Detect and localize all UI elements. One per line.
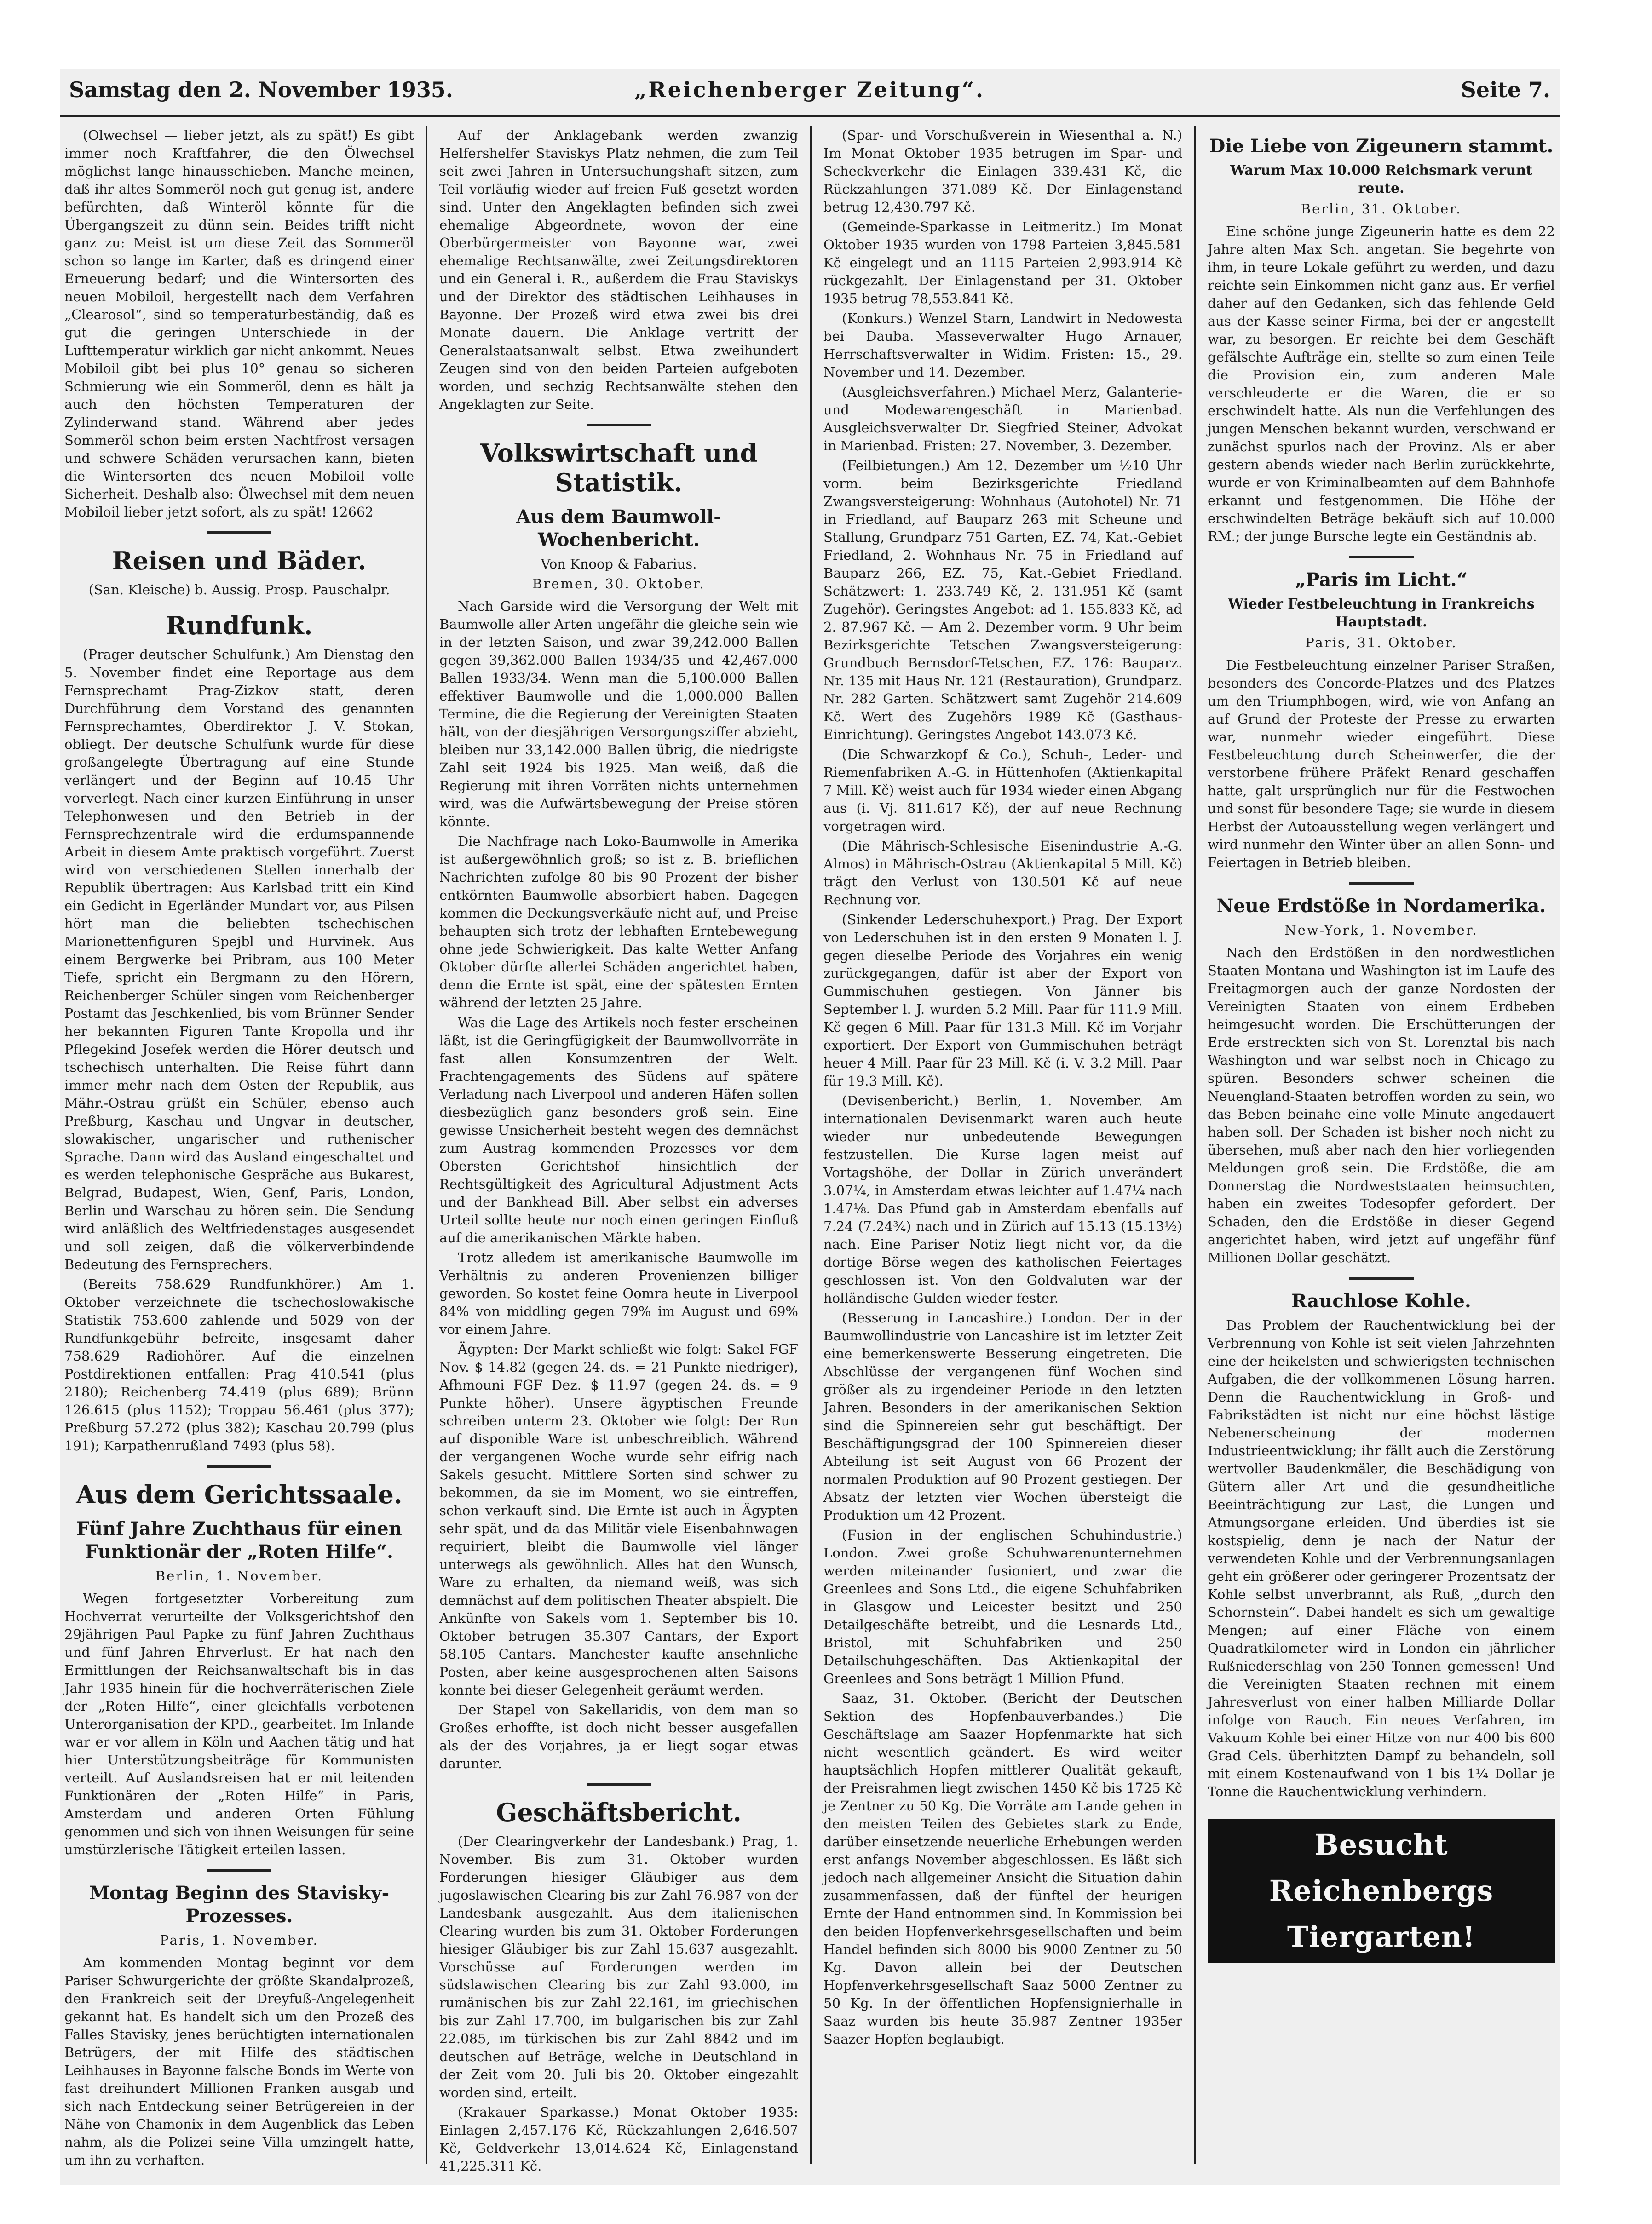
dateline: Paris, 31. Oktober.	[1305, 635, 1457, 650]
article-oelwechsel: (Olwechsel — lieber jetzt, als zu spät!) Es gibt immer noch Kraftfahrer, die den Ölwechsel möglichst lange hinausschieben. Manche meinen, daß ihr altes Sommeröl noch gut genug ist, andere befürchten, daß Winteröl könnte für die Übergangszeit zu dünn sein. Beides trifft nicht ganz zu: Meist ist um diese Zeit das Sommeröl schon so lange im Karter, daß es dringend einer Erneuerung bedarf; und die Wintersorten des neuen Mobiloil, hergestellt nach dem Verfahren „Clearosol“, sind so temperaturbeständig, daß es gut die geringen Unterschiede in der Lufttemperatur wirklich gar nicht ankommt. Neues Mobiloil gibt bei plus 10° genau so sicheren Schmierung wie ein Sommeröl, denn es hält ja auch den höchsten Temperaturen der Zylinderwand stand. Während aber jedes Sommeröl schon beim ersten Nachtfrost versagen und schwere Schäden verursachen kann, bieten die Wintersorten des neuen Mobiloil volle Sicherheit. Deshalb also: Ölwechsel mit dem neuen Mobiloil lieber jetzt sofort, als zu spät! 12662	[64, 127, 414, 520]
article-stavisky-cont: Auf der Anklagebank werden zwanzig Helfershelfer Staviskys Platz nehmen, die zum Teil seit zwei Jahren in Untersuchungshaft sitzen, zum Teil vorläufig wieder auf freien Fuß gesetzt worden sind. Unter den Angeklagten befinden sich zwei ehemalige Abgeordnete, wovon der eine Oberbürgermeister von Bayonne war, zwei ehemalige Rechtsanwälte, zwei Zeitungsdirektoren und ein General i. R., außerdem die Frau Staviskys und der Direktor des städtischen Leihhauses in Bayonne. Der Prozeß wird etwa zwei bis drei Monate dauern. Die Anklage vertritt der Generalstaatsanwalt selbst. Etwa zweihundert Zeugen sind von den beiden Parteien aufgeboten worden, und sechzig Rechtsanwälte stehen den Angeklagten zur Seite.	[439, 127, 798, 412]
notice-vorschussverein: (Spar- und Vorschußverein in Wiesenthal a. N.) Im Monat Oktober 1935 betrugen im Spar- und Scheckverkehr die Einlagen 339.431 Kč, die Rückzahlungen 371.089 Kč. Der Einlagenstand betrug 12,430.797 Kč.	[823, 127, 1182, 215]
divider	[1349, 1277, 1414, 1280]
column-rule	[810, 126, 812, 2164]
header-date: Samstag den 2. November 1935.	[69, 77, 453, 102]
dateline: Berlin, 1. November.	[155, 1568, 323, 1584]
article-title-paris: „Paris im Licht.“	[1295, 569, 1468, 591]
article-title-erdstoesse: Neue Erdstöße in Nordamerika.	[1216, 895, 1546, 917]
column-rule	[1194, 126, 1196, 2164]
article-stavisky: Am kommenden Montag beginnt vor dem Pariser Schwurgerichte der größte Skandalprozeß, den Frankreich seit der Dreyfuß-Angelegenheit gekannt hat. Es handelt sich um den Prozeß des Falles Stavisky, jenes berüchtigten internationalen Betrügers, der mit Hilfe des städtischen Leihhauses in Bayonne falsche Bonds im Werte von fast dreihundert Millionen Franken ausgab und sich nach Entdeckung seiner Betrügereien in der Nähe von Chamonix in dem Augenblick das Leben nahm, als die Polizei seine Villa umzingelt hatte, um ihn zu verhaften.	[64, 1955, 414, 2168]
column-4	[1208, 126, 1555, 2164]
dateline: New-York, 1. November.	[1284, 922, 1478, 938]
notice-schuhindustrie: (Fusion in der englischen Schuhindustrie.) London. Zwei große Schuhwarenunternehmen werden miteinander fusioniert, und zwar die Greenlees and Sons Ltd., die eigene Schuhfabriken in Glasgow und Leicester besitzt und 250 Detailgeschäfte betreibt, und die Lesnards Ltd., Bristol, mit Schuhfabriken und 250 Detailschuhgeschäften. Das Aktienkapital der Greenlees and Sons beträgt 1 Million Pfund.	[823, 1527, 1182, 1686]
divider	[1349, 882, 1414, 885]
article-title-stavisky: Montag Beginn des Stavisky-Prozesses.	[89, 1882, 390, 1927]
article-baumwolle-3: Was die Lage des Artikels noch fester erscheinen läßt, ist die Geringfügigkeit der Baumwollvorräte in fast allen Konsumzentren der Welt. Frachtengagements des Südens auf spätere Verladung nach Liverpool und anderen Häfen sollen diesbezüglich ganz besonders groß sein. Eine gewisse Unsicherheit besteht wegen des demnächst zum Austrag kommenden Prozesses vor dem Obersten Gerichtshof hinsichtlich der Rechtsgültigkeit des Agricultural Adjustment Acts und der Bankhead Bill. Aber selbst ein adverses Urteil sollte heute nur noch einen geringen Einfluß auf die amerikanischen Märkte haben.	[439, 1015, 798, 1246]
divider	[207, 1465, 271, 1468]
notice-feilbietungen: (Feilbietungen.) Am 12. Dezember um ½10 Uhr vorm. beim Bezirksgerichte Friedland Zwangsversteigerung: Wohnhaus (Autohotel) Nr. 71 in Friedland, auf Bauparz 263 mit Scheune und Stallung, Grundparz 751 Garten, EZ. 74, Kat.-Gebiet Friedland, 2. Wohnhaus Nr. 75 in Friedland auf Bauparz 266, EZ. 75, Kat.-Gebiet Friedland. Schätzwert: 1. 233.749 Kč, 2. 131.951 Kč (samt Zugehör). Geringstes Angebot: ad 1. 155.833 Kč, ad 2. 87.967 Kč. — Am 2. Dezember vorm. 9 Uhr beim Bezirksgerichte Tetschen Zwangsversteigerung: Grundbuch Bernsdorf-Tetschen, EZ. 176: Bauparz. Nr. 135 mit Haus Nr. 121 (Restauration), Grundparz. Nr. 282 Garten. Schätzwert samt Zugehör 214.609 Kč. Wert des Zugehörs 1989 Kč (Gasthaus-Einrichtung). Geringstes Angebot 143.073 Kč.	[823, 458, 1182, 742]
column-3	[823, 126, 1182, 2164]
article-baumwolle-4: Trotz alledem ist amerikanische Baumwolle im Verhältnis zu anderen Provenienzen billiger geworden. So kostet feine Oomra heute in Liverpool 84% von middling gegen 79% im August und 69% vor einem Jahre.	[439, 1250, 798, 1337]
section-heading-reisen: Reisen und Bäder.	[112, 546, 367, 575]
tiergarten-advertisement: Besucht Reichenbergs Tiergarten!	[1208, 1819, 1555, 1963]
notice-hopfenmarkt: Saaz, 31. Oktober. (Bericht der Deutschen Sektion des Hopfenbauverbandes.) Die Geschäftslage am Saazer Hopfenmarkte hat sich nicht wesentlich geändert. Es wird weiter hauptsächlich Hopfen mittlerer Qualität gekauft, der Preisrahmen liegt zwischen 1450 Kč bis 1725 Kč je Zentner zu 50 Kg. Die Vorräte am Lande gehen in den meisten Teilen des Gebietes stark zu Ende, darüber einsetzende neuerliche Erhebungen werden erst anfangs November abgeschlossen. Es läßt sich jedoch nach allgemeiner Ansicht die Situation dahin zusammenfassen, daß der fünftel der heurigen Ernte der Hand entnommen sind. In Kommission bei den beiden Hopfenverkehrsgesellschaften und beim Handel befinden sich 8000 bis 9000 Zentner zu 50 Kg. Davon allein bei der Deutschen Hopfenverkehrsgesellschaft Saaz 5000 Zentner zu 50 Kg. In der öffentlichen Hopfensignierhalle in Saaz wurden bis heute 35.987 Zentner 1935er Saazer Hopfen beglaubigt.	[823, 1690, 1182, 2047]
notice-konkurs: (Konkurs.) Wenzel Starn, Landwirt in Nedowesta bei Dauba. Masseverwalter Hugo Arnauer, Herrschaftsverwalter in Widim. Fristen: 15., 29. November und 14. Dezember.	[823, 310, 1182, 380]
column-2	[439, 126, 798, 2174]
newspaper-title: „Reichenberger Zeitung“.	[634, 77, 985, 102]
section-heading-geschaeftsbericht: Geschäftsbericht.	[496, 1798, 742, 1827]
page-header	[60, 69, 1560, 117]
article-subtitle: Warum Max 10.000 Reichsmark verunt reute.	[1230, 162, 1532, 196]
article-title-zigeuner: Die Liebe von Zigeunern stammt.	[1209, 135, 1554, 157]
notice-devisenbericht: (Devisenbericht.) Berlin, 1. November. Am internationalen Devisenmarkt waren auch heute wieder nur unbedeutende Bewegungen festzustellen. Die Kurse lagen meist auf Vortagshöhe, der Dollar in Zürich unverändert 3.07¼, in Amsterdam etwas leichter auf 1.47¼ nach 1.47⅛. Das Pfund gab in Amsterdam ebenfalls auf 7.24 (7.24¾) nach und in Zürich auf 15.13 (15.13½) nach. Eine Pariser Notiz liegt nicht vor, da die dortige Börse wegen des katholischen Feiertages geschlossen ist. Von den Goldvaluten war der holländische Gulden wieder fester.	[823, 1093, 1182, 1306]
article-kohle: Das Problem der Rauchentwicklung bei der Verbrennung von Kohle ist seit vielen Jahrzehnten eine der heikelsten und schwierigsten technischen Aufgaben, die der vollkommenen Lösung harren. Denn die Rauchentwicklung in Groß- und Fabrikstädten ist nicht nur eine höchst lästige Nebenerscheinung der modernen Industrieentwicklung; ihr fällt auch die Zerstörung wertvoller Baudenkmäler, die Beschädigung von Gütern aller Art und die gesundheitliche Beeinträchtigung zur Last, die Lungen und Atmungsorgane erleiden. Und überdies ist sie kostspielig, denn je nach der Natur der verwendeten Kohle und der Verbrennungsanlagen geht ein größerer oder geringerer Prozentsatz der Kohle selbst unverbrannt, als Ruß, „durch den Schornstein“. Dabei handelt es sich um gewaltige Mengen; auf einer Fläche von einem Quadratkilometer wird in London ein jährlicher Rußniederschlag von 250 Tonnen gemessen! Und die Vereinigten Staaten rechnen mit einem Jahresverlust von einer halben Milliarde Dollar infolge von Rauch. Ein neues Verfahren, im Vakuum Kohle bei einer Hitze von nur 400 bis 600 Grad Cels. überhitzten Dampf zu behandeln, soll mit einem Kostenaufwand von 1 bis 1¼ Dollar je Tonne die Rauchentwicklung verhindern.	[1208, 1317, 1555, 1799]
dateline: Paris, 1. November.	[160, 1932, 319, 1948]
notice-eisenindustrie: (Die Mährisch-Schlesische Eisenindustrie A.-G. Almos) in Mährisch-Ostrau (Aktienkapital 5 Mill. Kč) trägt den Verlust von 130.501 Kč auf neue Rechnung vor.	[823, 838, 1182, 908]
article-title-baumwolle: Aus dem Baumwoll-Wochenbericht.	[516, 506, 721, 551]
article-rundfunkhoerer: (Bereits 758.629 Rundfunkhörer.) Am 1. Oktober verzeichnete die tschechoslowakische Statistik 753.600 zahlende und 5029 von der Rundfunkgebühr befreite, insgesamt daher 758.629 Radiohörer. Auf die einzelnen Postdirektionen entfallen: Prag 410.541 (plus 2180); Reichenberg 74.419 (plus 689); Brünn 126.615 (plus 1152); Troppau 56.461 (plus 377); Preßburg 57.272 (plus 382); Kaschau 20.799 (plus 191); Karpathenrußland 7493 (plus 58).	[64, 1276, 414, 1454]
dateline: Bremen, 30. Oktober.	[532, 576, 705, 592]
notice-gemeindesparkasse: (Gemeinde-Sparkasse in Leitmeritz.) Im Monat Oktober 1935 wurden von 1798 Parteien 3,845.581 Kč eingelegt und an 1115 Parteien 2,993.914 Kč rückgezahlt. Der Einlagenstand per 31. Oktober 1935 betrug 78,553.841 Kč.	[823, 219, 1182, 306]
article-baumwolle-2: Die Nachfrage nach Loko-Baumwolle in Amerika ist außergewöhnlich groß; so ist z. B. brieflichen Nachrichten zufolge 80 bis 90 Prozent der bisher entkörnten Baumwolle absorbiert haben. Dagegen kommen die Deckungsverkäufe nicht auf, und Preise behaupten sich trotz der lebhaften Erntebewegung ohne jede Schwierigkeit. Das kalte Wetter Anfang Oktober dürfte allerlei Schäden angerichtet haben, denn die Ernte ist spät, eine der spätesten Ernten während der letzten 25 Jahre.	[439, 833, 798, 1011]
article-schulfunk: (Prager deutscher Schulfunk.) Am Dienstag den 5. November findet eine Reportage aus dem Fernsprechamt Prag-Zizkov statt, deren Durchführung dem Vorstand des genannten Fernsprechamtes, Oberdirektor J. V. Stokan, obliegt. Der deutsche Schulfunk wurde für diese großangelegte Übertragung auf eine Stunde verlängert und der Beginn auf 10.45 Uhr vorverlegt. Nach einer kurzen Einführung in unser Telephonwesen und den Betrieb in der Fernsprechzentrale wird die erdumspannende Arbeit in diesem Amte praktisch vorgeführt. Zuerst wird von verschiedenen Stellen innerhalb der Republik übertragen: Aus Karlsbad tritt ein Kind ein Gedicht in Egerländer Mundart vor, aus Pilsen hört man die beliebten tschechischen Marionettenfiguren Spejbl und Hurvinek. Aus einem Bergwerke bei Pribram, aus 100 Meter Tiefe, spricht ein Bergmann zu den Hörern, Reichenberger Schüler singen vom Reichenberger Postamt das Jeschkenlied, bis vom Brünner Sender her bekannten Figuren Tante Kropolla und ihr Pflegekind Josefek werden die Hörer deutsch und tschechisch unterhalten. Die Reise führt dann immer mehr nach dem Osten der Republik, aus Mähr.-Ostrau grüßt ein Schüler, ebenso auch Preßburg, Kaschau und Ungvar in deutscher, slowakischer, ungarischer und ruthenischer Sprache. Dann wird das Ausland eingeschaltet und es werden telephonische Gespräche aus Bukarest, Belgrad, Budapest, Wien, Genf, Paris, London, Berlin und Warschau zu hören sein. Die Sendung wird anläßlich des Weltfriedenstages ausgesendet und soll zeigen, daß die völkerverbindende Bedeutung des Fernsprechers.	[64, 647, 414, 1272]
divider	[1349, 556, 1414, 558]
dateline: Berlin, 31. Oktober.	[1301, 201, 1462, 217]
section-heading-rundfunk: Rundfunk.	[166, 611, 313, 640]
article-baumwolle-6: Der Stapel von Sakellaridis, von dem man so Großes erhoffte, ist doch nicht besser ausgefallen als der des Vorjahres, ja er liegt sogar etwas darunter.	[439, 1702, 798, 1771]
notice-schwarzkopf: (Die Schwarzkopf & Co.), Schuh-, Leder- und Riemenfabriken A.-G. in Hüttenhofen (Aktienkapital 7 Mill. Kč) weist auch für 1934 wieder einen Abgang aus (i. Vj. 811.617 Kč), der auf neue Rechnung vorgetragen wird.	[823, 747, 1182, 834]
section-heading-gerichtssaal: Aus dem Gerichtssaale.	[76, 1480, 403, 1509]
section-heading-volkswirtschaft: Volkswirtschaft und Statistik.	[480, 438, 758, 497]
column-rule	[426, 126, 427, 2164]
divider	[207, 1869, 271, 1872]
article-paris: Die Festbeleuchtung einzelner Pariser Straßen, besonders des Concorde-Platzes und des Platzes um den Triumphbogen, wird, wie von Anfang an auf Grund der Proteste der Presse zu erwarten war, nunmehr wieder eingeführt. Diese Festbeleuchtung durch Scheinwerfer, die der verstorbene frühere Präfekt Renard geschaffen hatte, galt ursprünglich nur für die Festwochen und sonst für besondere Tage; sie wurde in diesem Herbst der Autoausstellung wegen verlängert und wird nunmehr den Winter über an allen Sonn- und Feiertagen in Betrieb bleiben.	[1208, 657, 1555, 870]
article-subtitle: Wieder Festbeleuchtung in Frankreichs Hauptstadt.	[1228, 596, 1535, 630]
reisen-ad: (San. Kleische) b. Aussig. Prosp. Pauschalpr.	[88, 582, 390, 598]
article-title-rote-hilfe: Fünf Jahre Zuchthaus für einen Funktionär der „Roten Hilfe“.	[76, 1518, 402, 1563]
article-baumwolle-1: Nach Garside wird die Versorgung der Welt mit Baumwolle aller Arten ungefähr die gleiche sein wie in der letzten Saison, und zwar 39,242.000 Ballen gegen 39,362.000 Ballen 1934/35 und 42,467.000 Ballen 1933/34. Wenn man die 5,100.000 Ballen effektiver Baumwolle und die 1,000.000 Ballen Termine, die die Regierung der Vereinigten Staaten hält, von der diesjährigen Versorgungsziffer abzieht, bleiben nur 33,142.000 Ballen übrig, die niedrigste Zahl seit 1924 bis 1925. Man weiß, daß die Regierung mit ihren Vorräten nichts unternehmen wird, was die Aufwärtsbewegung der Preise stören könnte.	[439, 598, 798, 829]
article-sparkasse: (Krakauer Sparkasse.) Monat Oktober 1935: Einlagen 2,457.176 Kč, Rückzahlungen 2,646.507 Kč, Geldverkehr 13,014.624 Kč, Einlagenstand 41,225.311 Kč.	[439, 2104, 798, 2174]
notice-lancashire: (Besserung in Lancashire.) London. Der in der Baumwollindustrie von Lancashire ist im letzter Zeit eine bemerkenswerte Besserung eingetreten. Die Abschlüsse der vergangenen fünf Wochen sind größer als zu irgendeiner Periode in den letzten Jahren. Besonders in der amerikanischen Sektion sind die Spinnereien sehr gut beschäftigt. Der Beschäftigungsgrad der 100 Spinnereien dieser Abteilung ist seit August von 66 Prozent der normalen Produktion auf 90 Prozent gestiegen. Der Absatz der letzten vier Wochen übersteigt die Produktion um 42 Prozent.	[823, 1310, 1182, 1523]
page-number: Seite 7.	[1461, 77, 1550, 102]
article-rote-hilfe: Wegen fortgesetzter Vorbereitung zum Hochverrat verurteilte der Volksgerichtshof den 29jährigen Paul Papke zu fünf Jahren Zuchthaus und fünf Jahren Ehrverlust. Er hat nach den Ermittlungen der Reichsanwaltschaft bis in das Jahr 1935 hinein für die hochverräterischen Ziele der „Roten Hilfe“, einer gleichfalls verbotenen Unterorganisation der KPD., gearbeitet. Im Inlande war er vor allem in Köln und Aachen tätig und hat hier Unterstützungsbeiträge für Kommunisten verteilt. Auf Auslandsreisen hat er mit leitenden Funktionären der „Roten Hilfe“ in Paris, Amsterdam und anderen Orten Fühlung genommen und sich von ihnen Weisungen für seine umstürzlerische Tätigkeit erteilen lassen.	[64, 1591, 414, 1857]
notice-lederschuhexport: (Sinkender Lederschuhexport.) Prag. Der Export von Lederschuhen ist in den ersten 9 Monaten l. J. gegen dieselbe Periode des Vorjahres ein wenig zurückgegangen, dafür ist aber der Export von Gummischuhen gestiegen. Von Jänner bis September l. J. wurden 5.2 Mill. Paar für 111.9 Mill. Kč gegen 6 Mill. Paar für 131.3 Mill. Kč im Vorjahr exportiert. Der Export von Gummischuhen beträgt heuer 4 Mill. Paar für 23 Mill. Kč (i. V. 3.2 Mill. Paar für 19.3 Mill. Kč).	[823, 912, 1182, 1089]
divider	[587, 1783, 651, 1786]
article-title-kohle: Rauchlose Kohle.	[1291, 1290, 1471, 1312]
article-clearing: (Der Clearingverkehr der Landesbank.) Prag, 1. November. Bis zum 31. Oktober wurden Forderungen hiesiger Gläubiger aus dem jugoslawischen Clearing bis zur Zahl 76.987 von der Landesbank ausgezahlt. Aus dem italienischen Clearing wurden bis zum 31. Oktober Forderungen hiesiger Gläubiger bis zur Zahl 15.637 ausgezahlt. Vorschüsse auf Forderungen werden im südslawischen Clearing bis zur Zahl 93.000, im rumänischen bis zur Zahl 22.161, im griechischen bis zur Zahl 17.700, im bulgarischen bis zur Zahl 22.085, im türkischen bis zur Zahl 8842 und im deutschen auf Beträge, welche in Deutschland in der Zeit vom 20. Juli bis 20. Oktober eingezahlt worden sind, erteilt.	[439, 1833, 798, 2100]
divider	[207, 531, 271, 534]
article-baumwolle-5: Ägypten: Der Markt schließt wie folgt: Sakel FGF Nov. $ 14.82 (gegen 24. ds. = 21 Punkte niedriger), Afhmouni FGF Dez. $ 11.97 (gegen 24. ds. = 9 Punkte höher). Unsere ägyptischen Freunde schreiben unterm 23. Oktober wie folgt: Der Run auf disponible Ware ist unbeschreiblich. Während der vergangenen Woche wurde sehr eifrig nach Sakels gesucht. Mittlere Sorten sind schwer zu bekommen, da sie im Moment, wo sie eintreffen, schon verkauft sind. Die Ernte ist auch in Ägypten sehr spät, und da das Militär viele Eisenbahnwagen requiriert, bleibt die Baumwolle viel länger unterwegs als gewöhnlich. Alles hat den Wunsch, Ware zu erhalten, da niemand weiß, was sich demnächst auf dem politischen Theater abspielt. Die Ankünfte von Sakels vom 1. September bis 10. Oktober betrugen 35.307 Cantars, der Export 58.105 Cantars. Manchester kaufte ansehnliche Posten, aber keine ausgesprochenen alten Saisons konnte bei dieser Gelegenheit geräumt werden.	[439, 1341, 798, 1698]
divider	[587, 424, 651, 426]
article-zigeuner: Eine schöne junge Zigeunerin hatte es dem 22 Jahre alten Max Sch. angetan. Sie begehrte von ihm, in teure Lokale geführt zu werden, und dazu reichte sein Einkommen nicht ganz aus. Er verfiel daher auf den Gedanken, sich das fehlende Geld aus der Kasse seiner Firma, bei der er angestellt war, zu besorgen. Er reichte bei dem Geschäft gefälschte Aufträge ein, stellte so zum einen Teile die Provision ein, zum anderen Male verschleuderte er die Waren, die er so erschwindelt hatte. Als nun die Verfehlungen des jungen Menschen bekannt wurden, verschwand er zunächst spurlos nach der Provinz. Als er aber gestern abends wieder nach Berlin zurückkehrte, wurde er von Kriminalbeamten auf dem Bahnhofe erkannt und festgenommen. Die Höhe der erschwindelten Beträge bekäuft sich auf 10.000 RM.; der junge Bursche legte ein Geständnis ab.	[1208, 224, 1555, 544]
notice-ausgleich: (Ausgleichsverfahren.) Michael Merz, Galanterie- und Modewarengeschäft in Marienbad. Ausgleichsverwalter Dr. Siegfried Steiner, Advokat in Marienbad. Fristen: 27. November, 3. Dezember.	[823, 384, 1182, 454]
newspaper-page	[60, 69, 1560, 2185]
column-1	[64, 126, 414, 2168]
article-credit: Von Knoop & Fabarius.	[541, 556, 697, 572]
article-erdstoesse: Nach den Erdstößen in den nordwestlichen Staaten Montana und Washington ist im Laufe des Freitagmorgen auch der ganze Nordosten der Vereinigten Staaten von einem Erdbeben heimgesucht worden. Die Erschütterungen der Erde erstreckten sich von St. Lorenztal bis nach Washington und war selbst noch in Chicago zu spüren. Besonders schwer scheinen die Neuengland-Staaten betroffen worden zu sein, wo das Beben beinahe eine volle Minute angedauert haben soll. Der Schaden ist bisher noch nicht zu übersehen, muß aber nach den hier vorliegenden Meldungen groß sein. Die Erdstöße, die am Donnerstag die Nordweststaaten heimsuchten, haben ein zweites Todesopfer gefordert. Der Schaden, den die Erdstöße in dieser Gegend angerichtet haben, wird jetzt auf ungefähr fünf Millionen Dollar geschätzt.	[1208, 945, 1555, 1265]
